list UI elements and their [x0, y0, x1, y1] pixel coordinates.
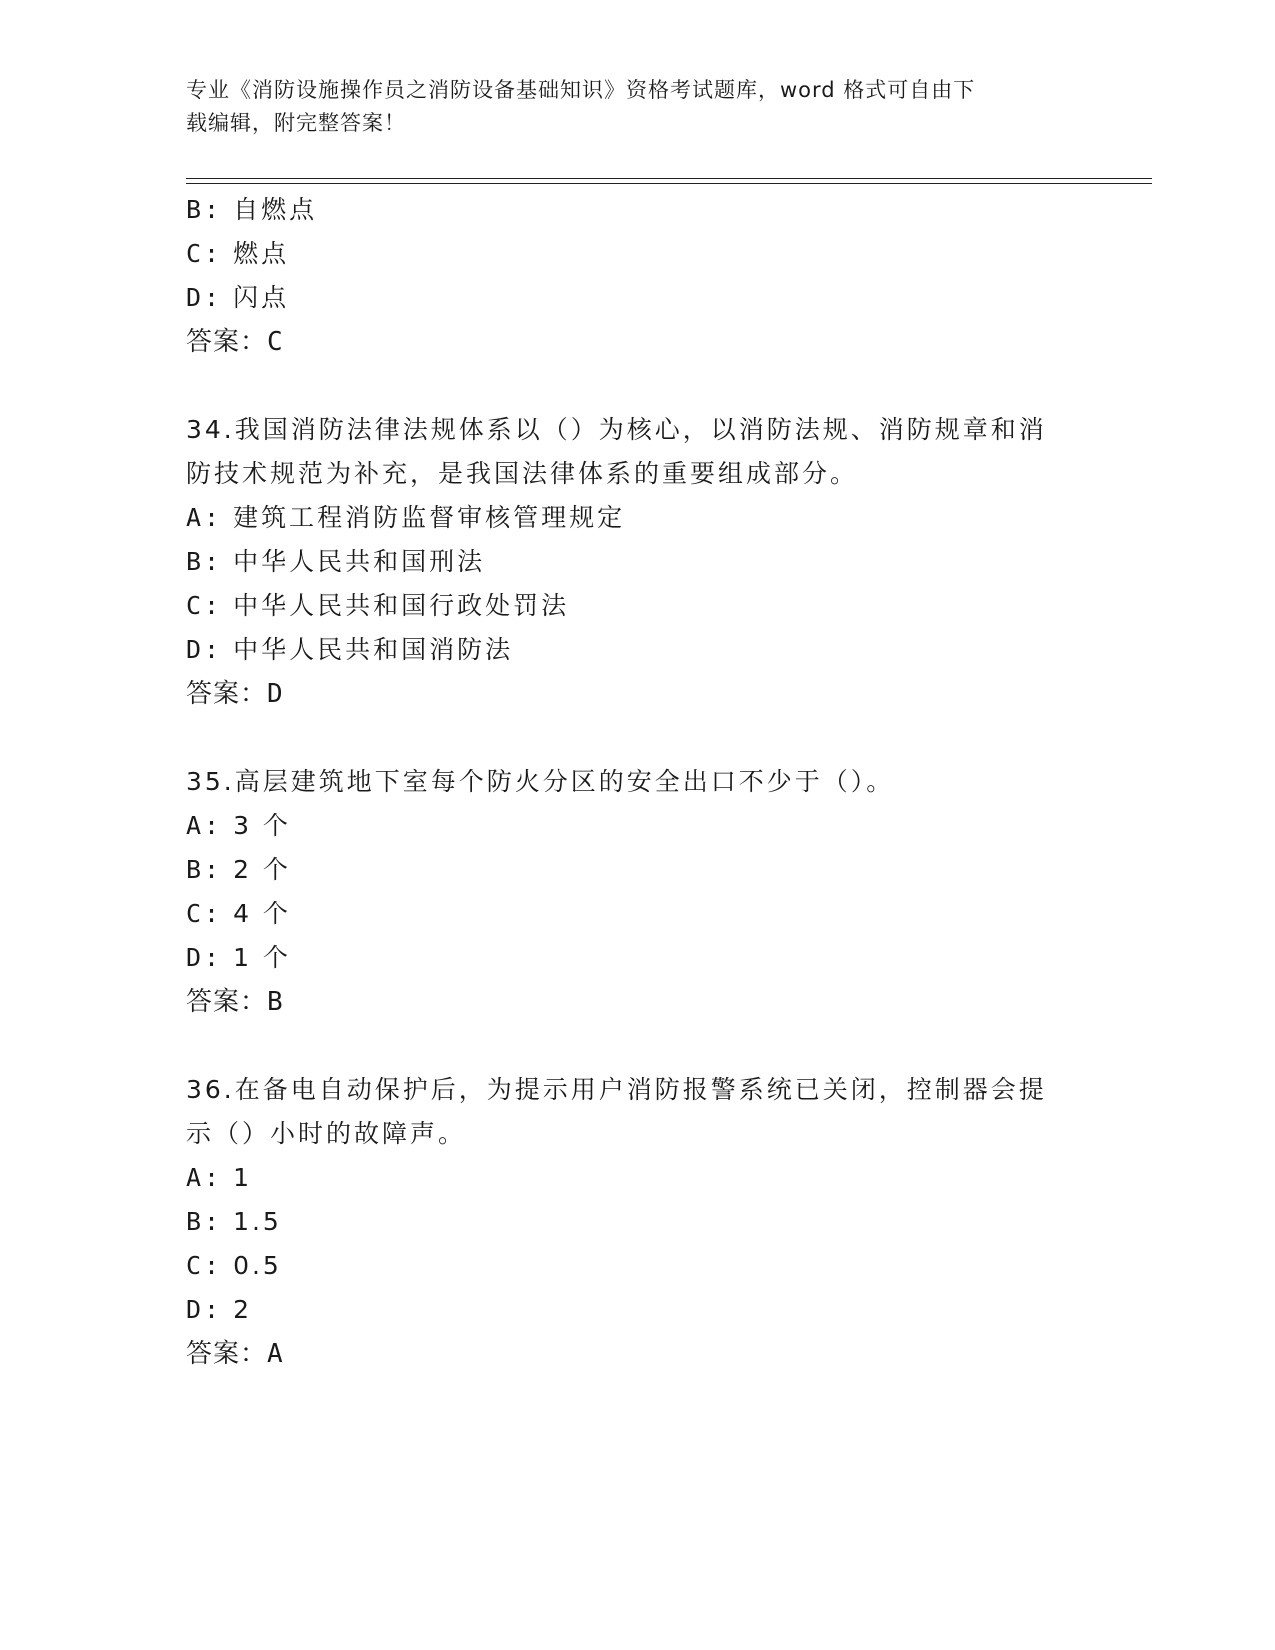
option-text: 中华人民共和国刑法: [233, 547, 486, 576]
option-text: 1 个: [233, 943, 291, 972]
header-title-line-2: 载编辑，附完整答案！: [186, 111, 406, 135]
option-letter: A:: [186, 503, 223, 532]
option-text: 3 个: [233, 811, 291, 840]
q34-option-d: [186, 633, 1086, 667]
option-text: 2: [233, 1295, 252, 1324]
header-title-line-1: 专业《消防设施操作员之消防设备基础知识》资格考试题库，word 格式可自由下: [186, 78, 976, 102]
option-letter: D:: [186, 635, 223, 664]
q34-stem-line-1: 34.我国消防法律法规体系以（）为核心，以消防法规、消防规章和消: [186, 415, 1047, 444]
q36-answer: [186, 1337, 1086, 1371]
option-letter: D:: [186, 943, 223, 972]
option-letter: C:: [186, 1251, 223, 1280]
q35-answer: [186, 985, 1086, 1019]
q36-option-b: [186, 1205, 1086, 1239]
option-text: 中华人民共和国行政处罚法: [233, 591, 570, 620]
header-divider-top: [186, 178, 1152, 179]
option-letter: B:: [186, 855, 223, 884]
q35-stem-line-1: 35.高层建筑地下室每个防火分区的安全出口不少于（）。: [186, 767, 895, 796]
option-letter: C:: [186, 591, 223, 620]
q35-option-d: [186, 941, 1086, 975]
q35-option-a: [186, 809, 1086, 843]
document-header: [186, 74, 1066, 140]
option-text: 0.5: [233, 1251, 282, 1280]
header-divider-bottom: [186, 183, 1152, 184]
option-letter: B:: [186, 547, 223, 576]
q34-option-a: [186, 501, 1086, 535]
q34-answer: [186, 677, 1086, 711]
answer-label: 答案：: [186, 1339, 268, 1369]
q35-option-c: [186, 897, 1086, 931]
option-text: 1: [233, 1163, 252, 1192]
option-letter: D:: [186, 283, 223, 312]
q33-answer: [186, 325, 1086, 359]
q34-stem-line-2: 防技术规范为补充，是我国法律体系的重要组成部分。: [186, 459, 859, 488]
q36-stem-line-1: 36.在备电自动保护后，为提示用户消防报警系统已关闭，控制器会提: [186, 1075, 1047, 1104]
answer-value: A: [267, 1339, 284, 1369]
answer-value: D: [267, 679, 284, 709]
option-letter: C:: [186, 239, 223, 268]
q34-option-c: [186, 589, 1086, 623]
answer-value: B: [267, 987, 284, 1017]
answer-label: 答案：: [186, 987, 268, 1017]
option-text: 中华人民共和国消防法: [233, 635, 514, 664]
q35-option-b: [186, 853, 1086, 887]
option-letter: C:: [186, 899, 223, 928]
q36-stem-line-2: 示（）小时的故障声。: [186, 1119, 467, 1148]
q33-option-d: [186, 281, 1086, 315]
q36-option-c: [186, 1249, 1086, 1283]
answer-label: 答案：: [186, 679, 268, 709]
option-text: 1.5: [233, 1207, 282, 1236]
option-letter: D:: [186, 1295, 223, 1324]
answer-label: 答案：: [186, 327, 268, 357]
q34-option-b: [186, 545, 1086, 579]
option-text: 闪点: [233, 283, 290, 312]
option-letter: B:: [186, 195, 223, 224]
q33-option-c: [186, 237, 1086, 271]
q36-option-a: [186, 1161, 1086, 1195]
answer-value: C: [267, 327, 284, 357]
q33-option-b: [186, 193, 1086, 227]
option-text: 自燃点: [233, 195, 318, 224]
option-letter: A:: [186, 1163, 223, 1192]
option-text: 4 个: [233, 899, 291, 928]
option-text: 燃点: [233, 239, 290, 268]
option-letter: A:: [186, 811, 223, 840]
option-text: 建筑工程消防监督审核管理规定: [233, 503, 626, 532]
option-letter: B:: [186, 1207, 223, 1236]
q36-option-d: [186, 1293, 1086, 1327]
option-text: 2 个: [233, 855, 291, 884]
